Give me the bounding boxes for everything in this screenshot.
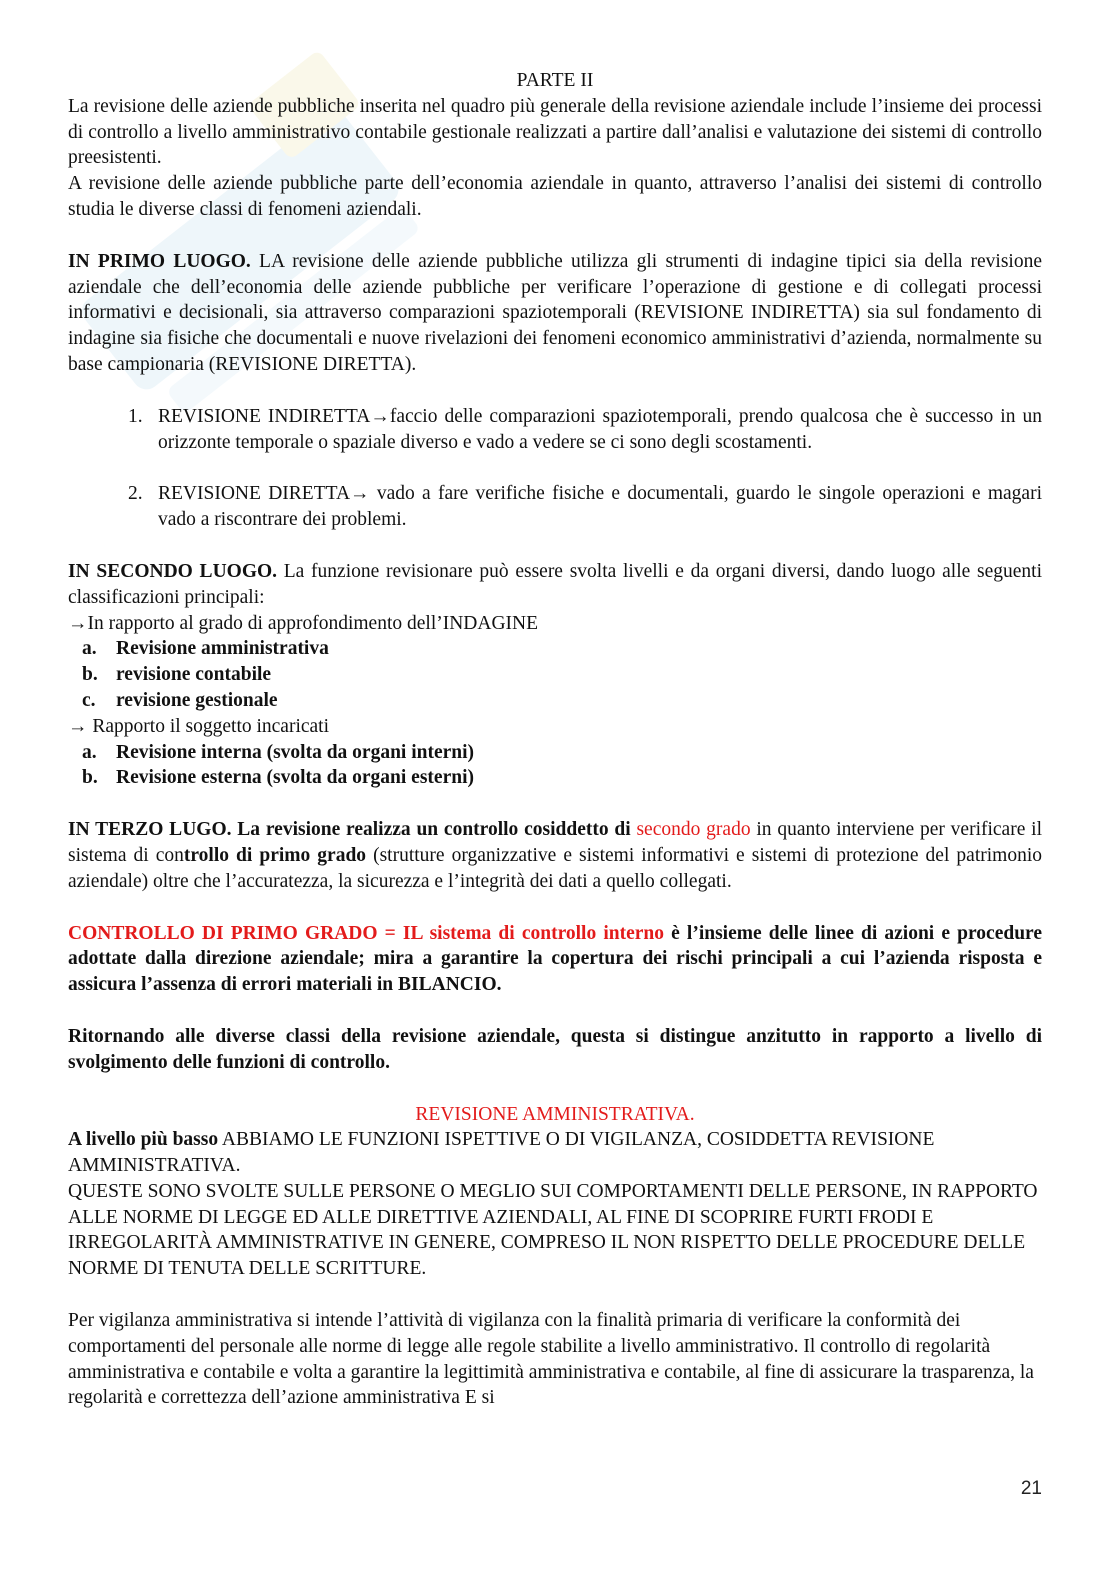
revision-types-list — [68, 404, 1042, 533]
page-content — [68, 68, 1042, 1411]
second-point-paragraph — [68, 559, 1042, 611]
second-point-lead: IN SECONDO LUOGO. — [68, 560, 278, 582]
list-item: c. revisione gestionale — [82, 689, 278, 711]
group1-list — [68, 636, 1042, 713]
page-number: 21 — [1020, 1478, 1042, 1499]
section-title-admin-revision: REVISIONE AMMINISTRATIVA. — [415, 1103, 695, 1125]
admin-final-paragraph: Per vigilanza amministrativa si intende l’attività di vigilanza con la finalità primaria di verificare la conformità dei comportamenti del personale alle norme di legge alle regole stabilite a livello amministrativo. Il controllo di regolarità amministrativa e contabile e volta a garantire la legittimità amministrativa e contabile, al fine di assicurare la trasparenza, la regolarità e correttezza dell’azione amministrativa E si — [68, 1310, 1034, 1409]
list-item: 1. REVISIONE INDIRETTA→faccio delle comparazioni spaziotemporali, prendo qualcosa che è successo in un orizzonte temporale o spaziale diverso e vado a vedere se ci sono degli scostamenti. — [128, 405, 1042, 453]
list-item: a. Revisione amministrativa — [82, 638, 329, 660]
first-point-lead: IN PRIMO LUOGO. — [68, 250, 251, 272]
third-point-paragraph: IN TERZO LUGO. La revisione realizza un controllo cosiddetto di secondo grado in quanto interviene per verificare il sistema di controllo di primo grado (strutture organizzative e sistemi informativi e sistemi di protezione del patrimonio aziendale) oltre che l’accuratezza, la sicurezza e l’integrità dei dati a quello collegati. — [68, 819, 1042, 892]
group1-heading: →In rapporto al grado di approfondimento dell’INDAGINE — [68, 612, 539, 634]
first-degree-control-highlight: CONTROLLO DI PRIMO GRADO = IL sistema di controllo interno — [68, 922, 664, 944]
group2-list — [68, 740, 1042, 792]
list-item: b. revisione contabile — [82, 664, 272, 686]
group2-heading: → Rapporto il soggetto incaricati — [68, 715, 330, 737]
second-degree-highlight: secondo grado — [636, 819, 751, 841]
returning-paragraph: Ritornando alle diverse classi della revisione aziendale, questa si distingue anzitutto in rapporto a livello di svolgimento delle funzioni di controllo. — [68, 1025, 1042, 1073]
first-point-paragraph — [68, 249, 1042, 378]
admin-intro-paragraph: A livello più basso ABBIAMO LE FUNZIONI ISPETTIVE O DI VIGILANZA, COSIDDETTA REVISIONE AMMINISTRATIVA. — [68, 1129, 935, 1177]
part-title: PARTE II — [516, 70, 594, 91]
admin-uppercase-paragraph: QUESTE SONO SVOLTE SULLE PERSONE O MEGLIO SUI COMPORTAMENTI DELLE PERSONE, IN RAPPORTO ALLE NORME DI LEGGE ED ALLE DIRETTIVE AZIENDALI, AL FINE DI SCOPRIRE FURTI FRODI E IRREGOLARITÀ AMMINISTRATIVE IN GENERE, COMPRESO IL NON RISPETTO DELLE PROCEDURE DELLE NORME DI TENUTA DELLE SCRITTURE. — [68, 1180, 1038, 1280]
first-point-text: LA revisione delle aziende pubbliche utilizza gli strumenti di indagine tipici sia della revisione aziendale che dell’economia delle aziende pubbliche per verificare l’operazione di gestione e di collegati processi informativi e decisionali, sia attraverso comparazioni spaziotemporali (REVISIONE INDIRETTA) sia sul fondamento di indagine sia fisiche che documentali e nuove rivelazioni dei fenomeni economico amministrativi d’azienda, normalmente su base campionaria (REVISIONE DIRETTA). — [68, 250, 1043, 375]
intro-paragraph-1: La revisione delle aziende pubbliche inserita nel quadro più generale della revisione aziendale include l’insieme dei processi di controllo a livello amministrativo contabile gestionale realizzati a partire dall’analisi e valutazione dei sistemi di controllo preesistenti. — [68, 95, 1042, 169]
first-degree-control-paragraph: CONTROLLO DI PRIMO GRADO = IL sistema di controllo interno è l’insieme delle linee di azioni e procedure adottate dalla direzione aziendale; mira a garantire la copertura dei rischi principali a cui l’azienda risposta e assicura l’assenza di errori materiali in BILANCIO. — [68, 922, 1042, 996]
list-item: b. Revisione esterna (svolta da organi esterni) — [82, 767, 474, 789]
intro-paragraph-2: A revisione delle aziende pubbliche parte dell’economia aziendale in quanto, attraverso l’analisi dei sistemi di controllo studia le diverse classi di fenomeni aziendali. — [68, 173, 1042, 220]
list-item: 2. REVISIONE DIRETTA→ vado a fare verifiche fisiche e documentali, guardo le singole operazioni e magari vado a riscontrare dei problemi. — [128, 483, 1042, 531]
second-point-text: La funzione revisionare può essere svolta livelli e da organi diversi, dando luogo alle seguenti classificazioni principali: — [68, 560, 1042, 608]
list-item: a. Revisione interna (svolta da organi interni) — [82, 741, 475, 763]
